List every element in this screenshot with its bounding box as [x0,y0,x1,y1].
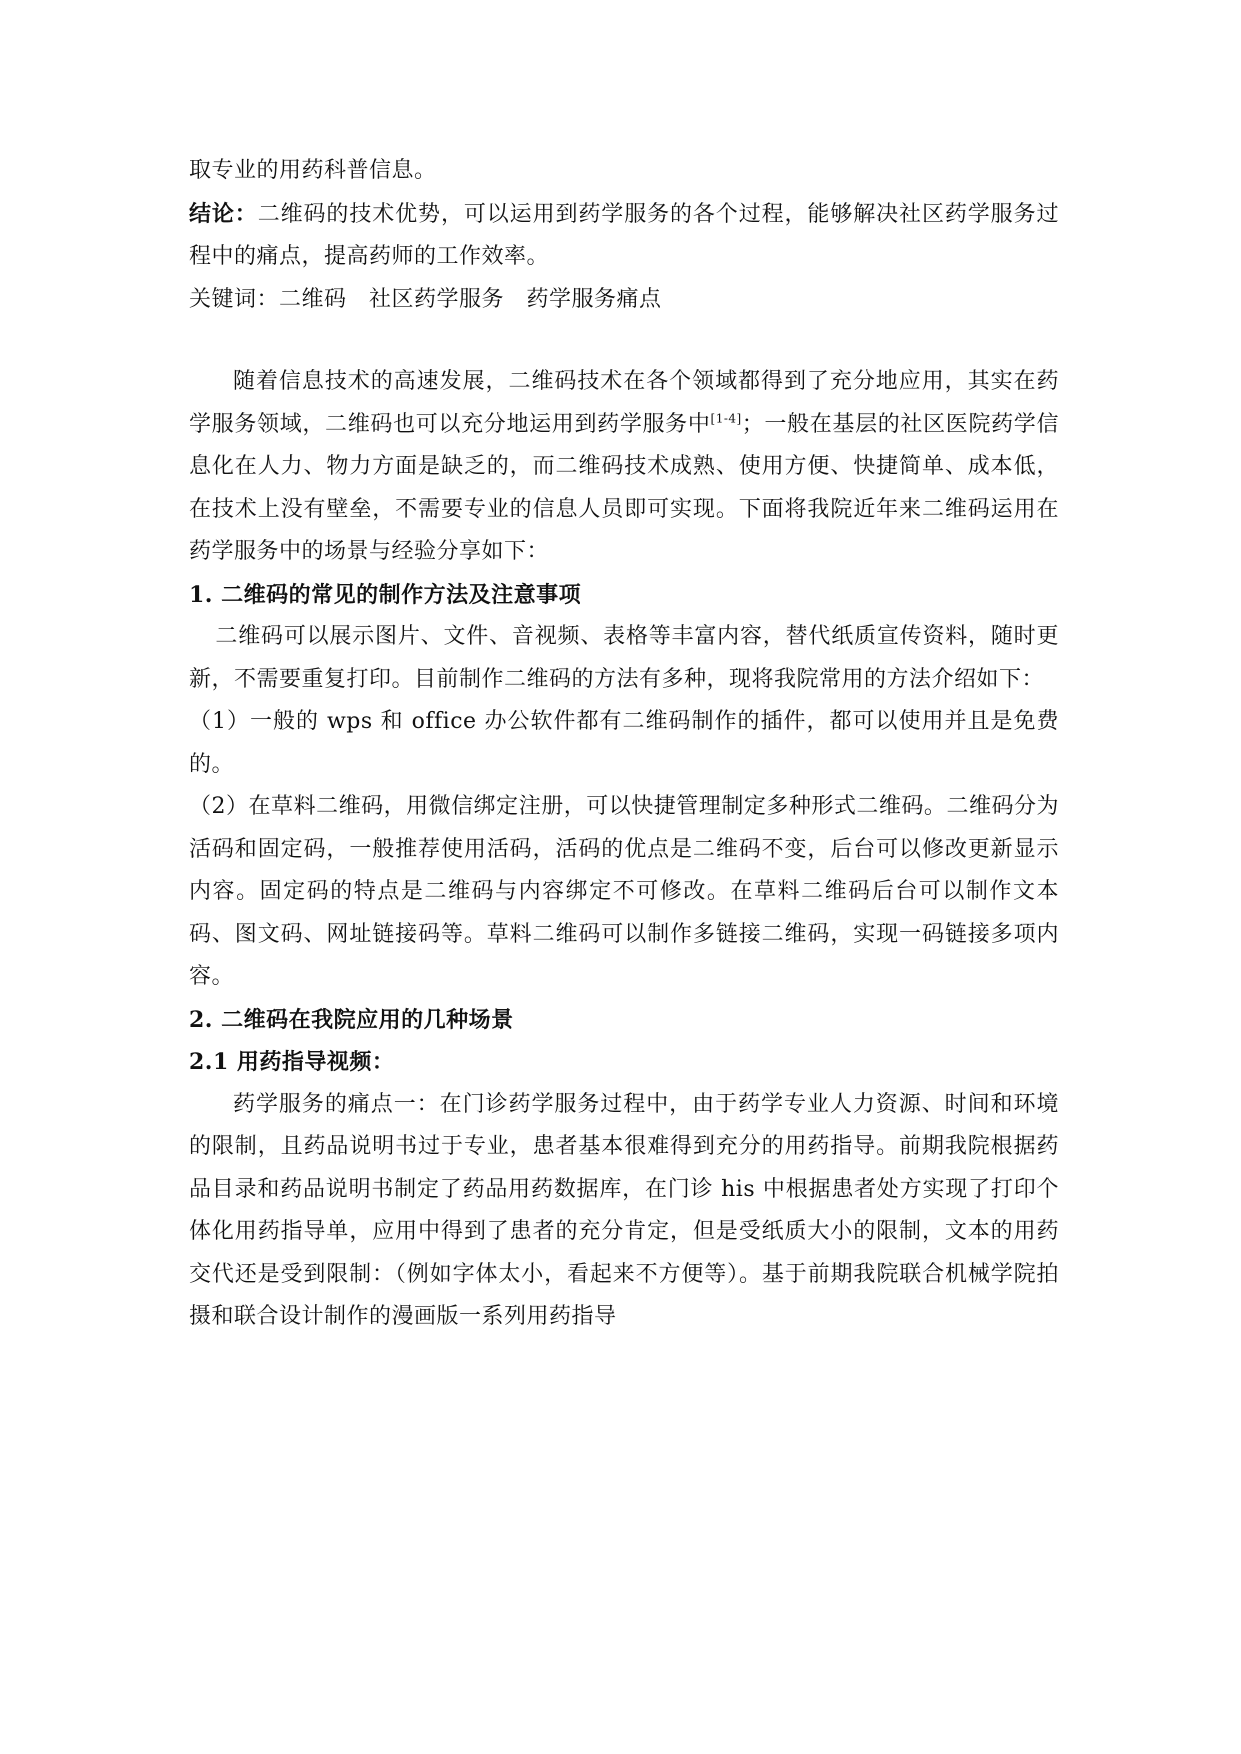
keyword-item: 社区药学服务 [369,286,505,312]
keyword-item: 药学服务痛点 [526,286,662,312]
section1-paragraph: 二维码可以展示图片、文件、音视频、表格等丰富内容，替代纸质宣传资料，随时更新，不需要重复打印。目前制作二维码的方法有多种，现将我院常用的方法介绍如下： [189,624,1059,692]
section1-heading: 1. 二维码的常见的制作方法及注意事项 [189,581,582,608]
paragraph-gap [189,321,1059,361]
keyword-item: 二维码 [279,286,347,312]
section1-item-2: （2）在草料二维码，用微信绑定注册，可以快捷管理制定多种形式二维码。二维码分为活码和固定码，一般推荐使用活码，活码的优点是二维码不变，后台可以修改更新显示内容。固定码的特点是二维码与内容绑定不可修改。在草料二维码后台可以制作文本码、图文码、网址链接码等。草料二维码可以制作多链接二维码，实现一码链接多项内容。 [189,794,1059,989]
intro-paragraph [189,361,1059,574]
section2-heading: 2. 二维码在我院应用的几种场景 [189,1006,514,1033]
keywords-line [189,279,1059,322]
intro-text-part1: 随着信息技术的高速发展，二维码技术在各个领域都得到了充分地应用，其实在药学服务领域，二维码也可以充分地运用到药学服务中 [189,369,1059,437]
section2-1-heading: 2.1 用药指导视频： [189,1049,395,1075]
section2-1-paragraph: 药学服务的痛点一：在门诊药学服务过程中，由于药学专业人力资源、时间和环境的限制，且药品说明书过于专业，患者基本很难得到充分的用药指导。前期我院根据药品目录和药品说明书制定了药品用药数据库，在门诊 his 中根据患者处方实现了打印个体化用药指导单，应用中得到了患者的充分肯定，但是受纸质大小的限制，文本的用药交代还是受到限制：（例如字体太小，看起来不方便等）。基于前期我院联合机械学院拍摄和联合设计制作的漫画版一系列用药指导 [189,1091,1059,1329]
conclusion-label: 结论： [189,200,258,227]
section1-item-1: （1）一般的 wps 和 office 办公软件都有二维码制作的插件，都可以使用并且是免费的。 [189,709,1059,777]
conclusion-paragraph [189,193,1059,279]
keywords-label: 关键词： [189,286,280,312]
document-body [189,150,1059,1339]
conclusion-text: 二维码的技术优势，可以运用到药学服务的各个过程，能够解决社区药学服务过程中的痛点，提高药师的工作效率。 [189,201,1059,269]
citation-marker: [1-4] [710,411,742,426]
abstract-tail: 取专业的用药科普信息。 [189,158,437,183]
intro-text-part2: ；一般在基层的社区医院药学信息化在人力、物力方面是缺乏的，而二维码技术成熟、使用方便、快捷简单、成本低，在技术上没有壁垒，不需要专业的信息人员即可实现。下面将我院近年来二维码运用在药学服务中的场景与经验分享如下： [189,411,1059,564]
